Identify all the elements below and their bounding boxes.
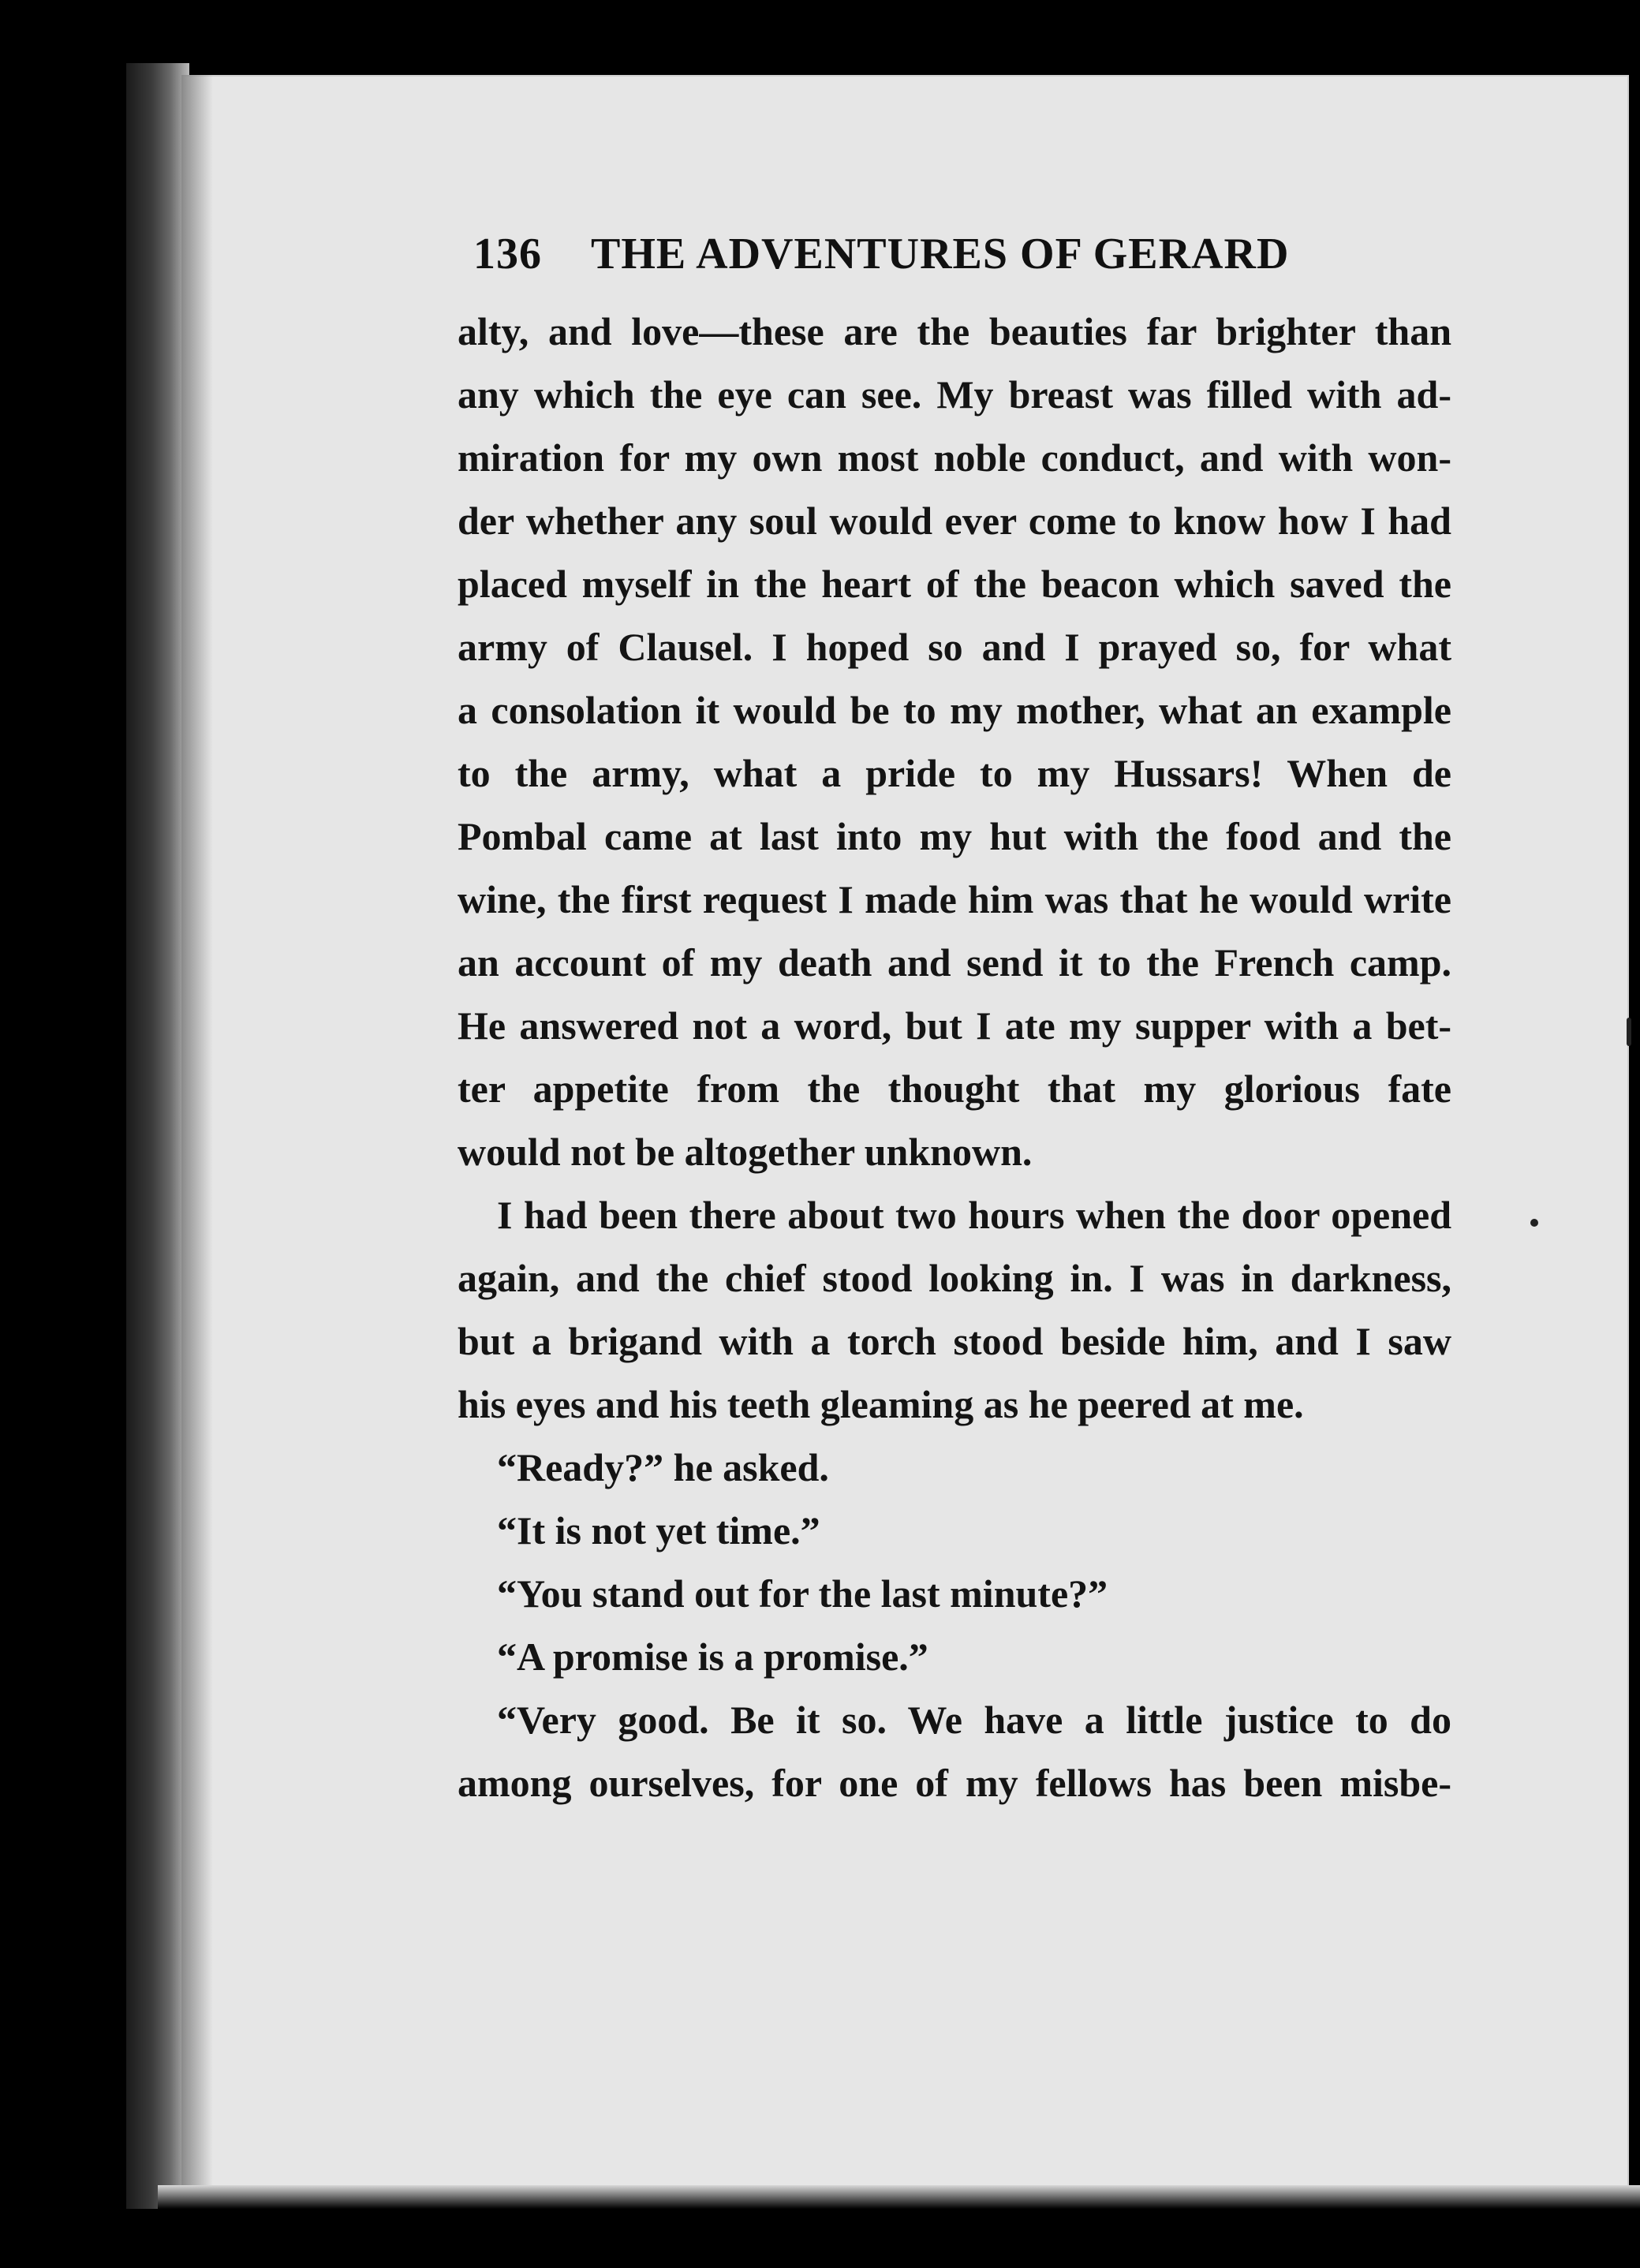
running-title: THE ADVENTURES OF GERARD	[591, 230, 1290, 278]
scan-speck	[1627, 1018, 1631, 1046]
page-gutter-shadow	[181, 75, 213, 2197]
text-line: would not be altogether unknown.	[458, 1130, 1033, 1174]
text-line: “A promise is a promise.”	[497, 1635, 928, 1679]
text-line: to the army, what a pride to my Hussars! When de	[458, 751, 1451, 795]
text-line: “You stand out for the last minute?”	[497, 1571, 1108, 1616]
text-line: “Ready?” he asked.	[497, 1445, 829, 1489]
text-line: wine, the first request I made him was that he would write	[458, 877, 1451, 921]
text-line: “Very good. Be it so. We have a little justice to do	[497, 1698, 1451, 1742]
text-line: “It is not yet time.”	[497, 1508, 820, 1552]
body-text	[458, 300, 1451, 1814]
scan-speck	[1530, 1219, 1538, 1227]
text-line: army of Clausel. I hoped so and I prayed so, for what	[458, 625, 1451, 669]
text-line: but a brigand with a torch stood beside him, and I saw	[458, 1319, 1451, 1363]
text-line: I had been there about two hours when the door opened	[497, 1193, 1451, 1237]
text-line: his eyes and his teeth gleaming as he peered at me.	[458, 1382, 1304, 1426]
text-line: again, and the chief stood looking in. I was in darkness,	[458, 1256, 1451, 1300]
text-line: ter appetite from the thought that my glorious fate	[458, 1067, 1451, 1111]
text-line: Pombal came at last into my hut with the food and the	[458, 814, 1451, 858]
text-line: among ourselves, for one of my fellows has been misbe-	[458, 1761, 1451, 1805]
text-line: miration for my own most noble conduct, and with won-	[458, 435, 1451, 480]
text-line: placed myself in the heart of the beacon which saved the	[458, 562, 1451, 606]
book-spine	[126, 63, 189, 2209]
text-line: an account of my death and send it to the French camp.	[458, 940, 1451, 985]
text-line: a consolation it would be to my mother, what an example	[458, 688, 1451, 732]
page-number: 136	[473, 230, 542, 278]
page-bottom-edge	[158, 2185, 1640, 2209]
text-line: der whether any soul would ever come to know how I had	[458, 499, 1451, 543]
text-line: alty, and love—these are the beauties far brighter than	[458, 309, 1451, 353]
text-line: He answered not a word, but I ate my supper with a bet-	[458, 1003, 1451, 1048]
text-line: any which the eye can see. My breast was filled with ad-	[458, 372, 1451, 417]
running-head	[473, 229, 1357, 279]
